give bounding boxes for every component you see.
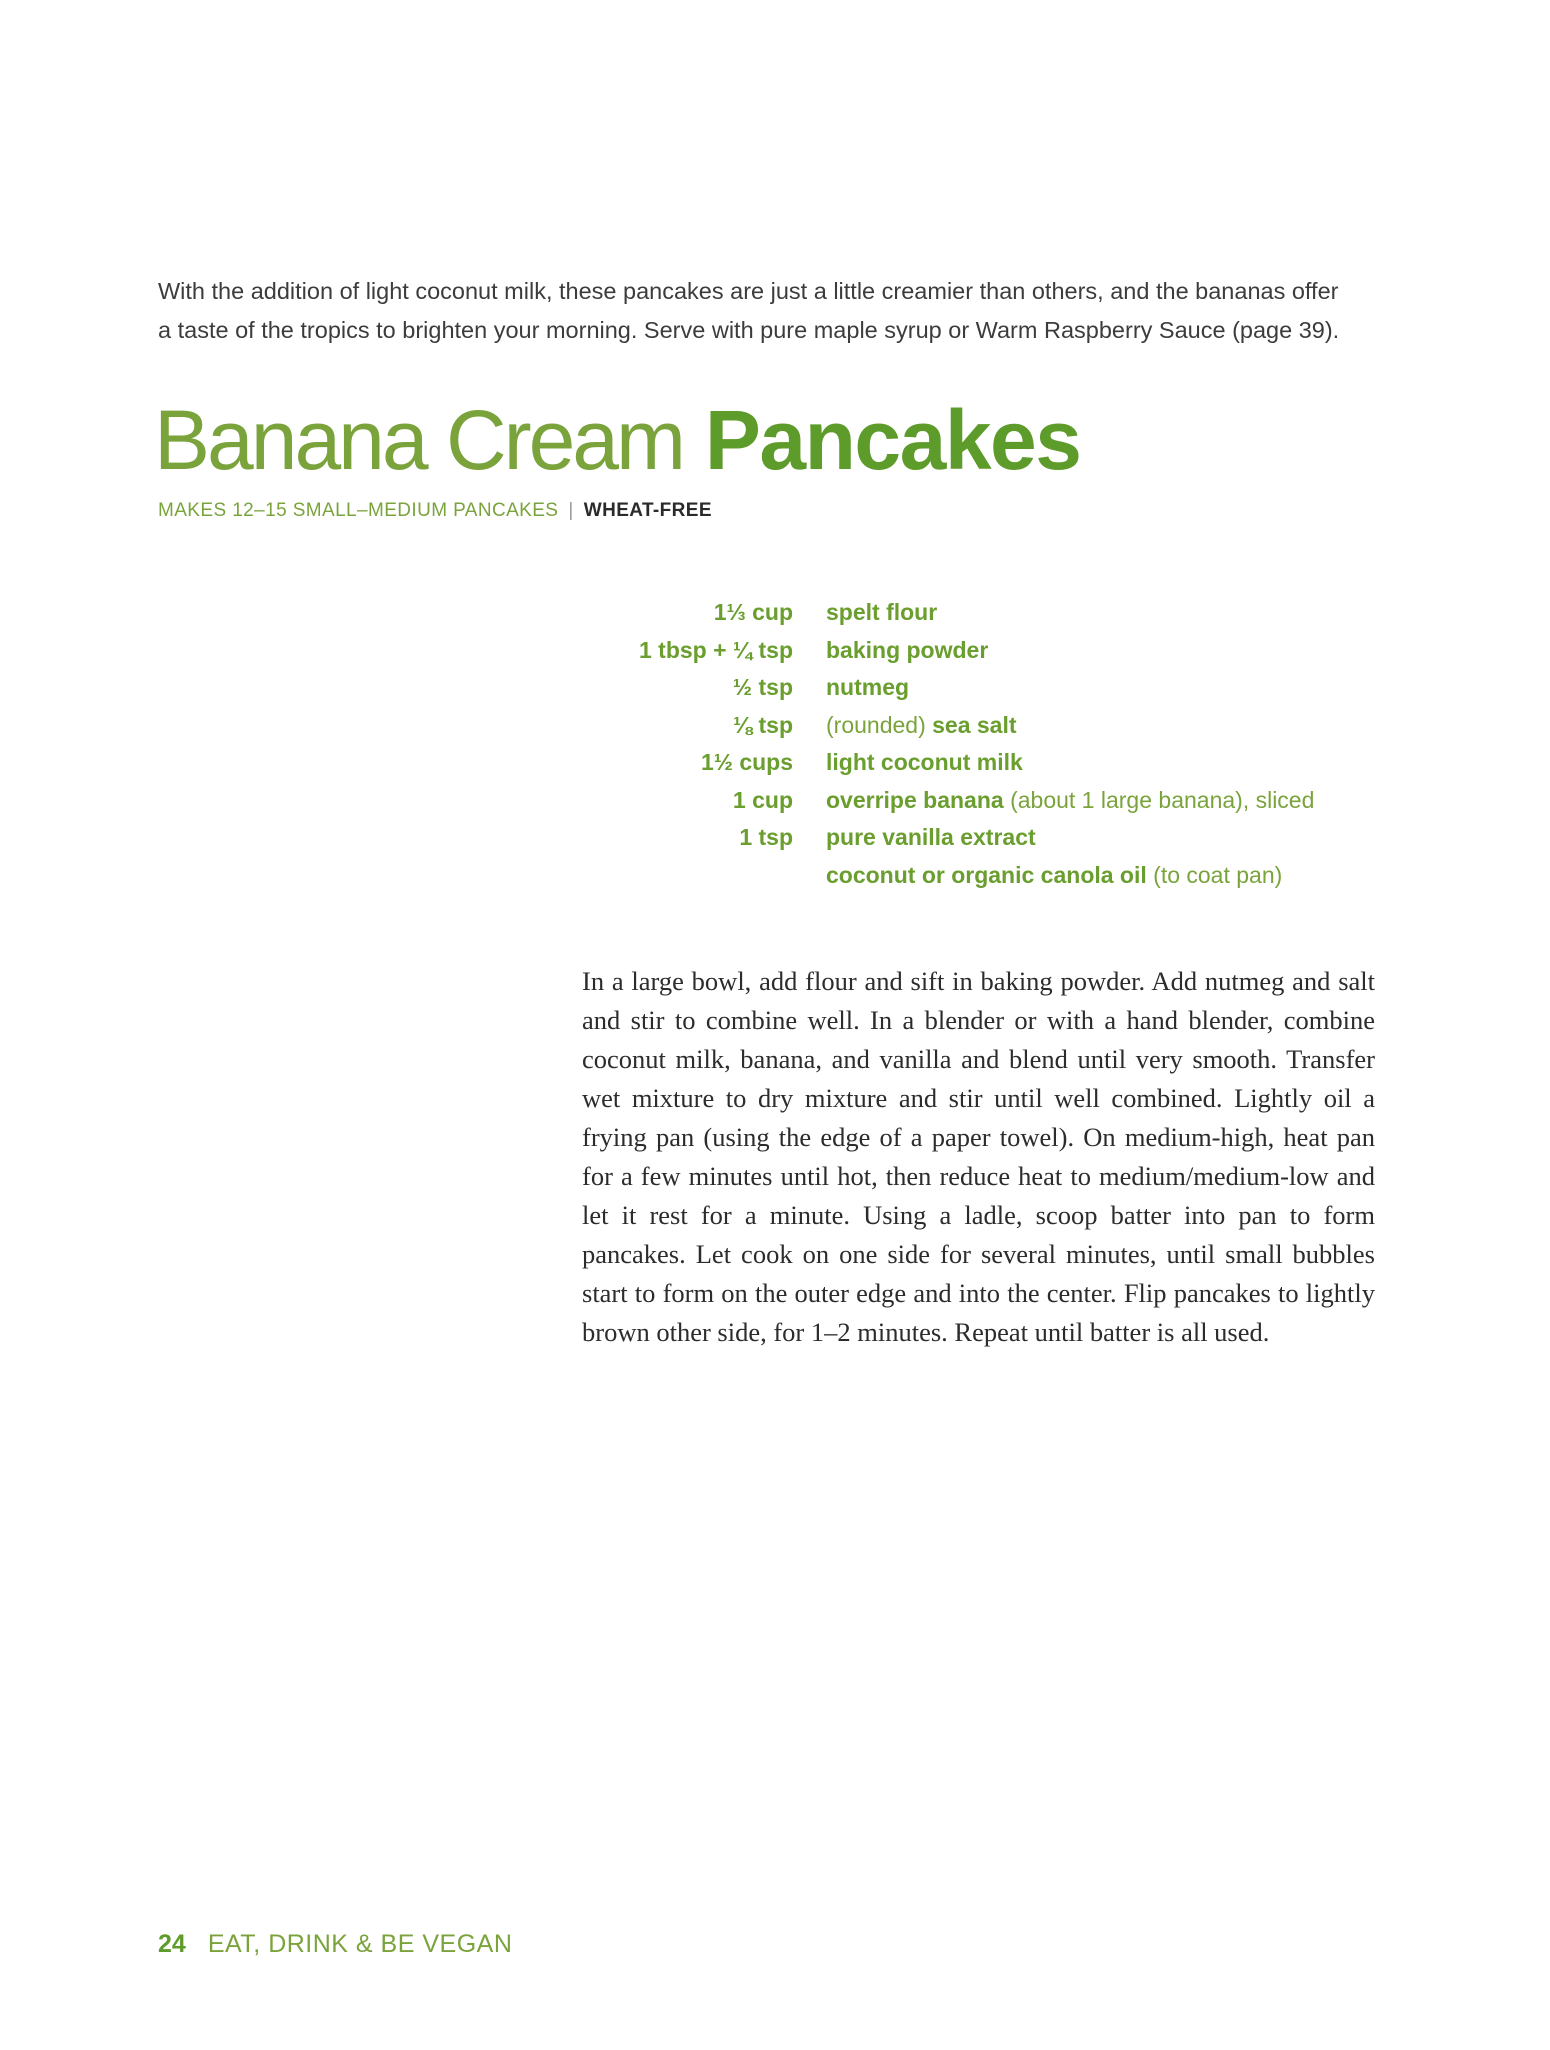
ingredient-row: [520, 707, 1460, 745]
recipe-title-light: Banana Cream: [154, 393, 683, 487]
page-footer: [158, 1930, 512, 1959]
subtitle-separator: |: [568, 500, 574, 521]
ingredient-row: [520, 819, 1460, 857]
ingredient-amount: 1 tsp: [739, 824, 793, 851]
ingredient-name: pure vanilla extract: [826, 824, 1036, 851]
ingredient-item: [826, 669, 1460, 707]
ingredient-row: [520, 594, 1460, 632]
diet-tag: WHEAT-FREE: [583, 500, 712, 521]
ingredient-name: sea salt: [932, 711, 1017, 738]
ingredient-row: [520, 857, 1460, 895]
ingredient-item: [826, 707, 1460, 745]
ingredient-amount: 1⅓ cup: [713, 599, 793, 626]
ingredients-list: [520, 594, 1460, 894]
ingredient-item: [826, 857, 1460, 895]
recipe-yield: MAKES 12–15 SMALL–MEDIUM PANCAKES: [158, 500, 559, 521]
ingredient-item: [826, 632, 1460, 670]
ingredient-row: [520, 632, 1460, 670]
ingredient-row: [520, 669, 1460, 707]
method-paragraph: In a large bowl, add flour and sift in baking powder. Add nutmeg and salt and stir to combine well. In a blender or with a hand blender, combine coconut milk, banana, and vanilla and blend until very smooth. Transfer wet mixture to dry mixture and stir until well combined. Lightly oil a frying pan (using the edge of a paper towel). On medium-high, heat pan for a few minutes until hot, then reduce heat to medium/medium-low and let it rest for a minute. Using a ladle, scoop batter into pan to form pancakes. Let cook on one side for several minutes, until small bubbles start to form on the outer edge and into the center. Flip pancakes to lightly brown other side, for 1–2 minutes. Repeat until batter is all used.: [582, 965, 1375, 1347]
ingredient-amount: 1½ cups: [700, 749, 793, 776]
ingredient-amount: ⅛ tsp: [732, 711, 793, 738]
ingredient-item: [826, 594, 1460, 632]
page-number: 24: [158, 1930, 186, 1958]
ingredient-item: [826, 819, 1460, 857]
ingredient-name: baking powder: [826, 636, 989, 663]
recipe-title-bold: Pancakes: [704, 393, 1081, 487]
ingredient-amount: [520, 857, 826, 895]
recipe-subtitle: [158, 500, 712, 522]
intro-paragraph: With the addition of light coconut milk, these pancakes are just a little creamier than others, and the bananas offer a taste of the tropics to brighten your morning. Serve with pure maple syrup or Warm Raspberry Sauce (page 39).: [158, 277, 1340, 343]
ingredient-name: coconut or organic canola oil: [826, 861, 1147, 888]
ingredient-item: [826, 744, 1460, 782]
ingredient-prefix: (rounded): [826, 711, 926, 738]
ingredient-amount: ½ tsp: [732, 674, 793, 701]
ingredient-item: [826, 782, 1460, 820]
ingredient-name: spelt flour: [826, 599, 938, 626]
book-title: EAT, DRINK & BE VEGAN: [207, 1930, 513, 1958]
ingredient-note: (about 1 large banana), sliced: [1010, 786, 1315, 813]
ingredient-name: light coconut milk: [826, 749, 1023, 776]
ingredient-row: [520, 782, 1460, 820]
ingredient-note: (to coat pan): [1153, 861, 1283, 888]
ingredient-amount: 1 cup: [732, 786, 793, 813]
recipe-title: [154, 390, 1080, 490]
ingredient-row: [520, 744, 1460, 782]
ingredient-amount: 1 tbsp + ¼ tsp: [638, 636, 793, 663]
ingredient-name: overripe banana: [826, 786, 1004, 813]
ingredient-name: nutmeg: [826, 674, 910, 701]
